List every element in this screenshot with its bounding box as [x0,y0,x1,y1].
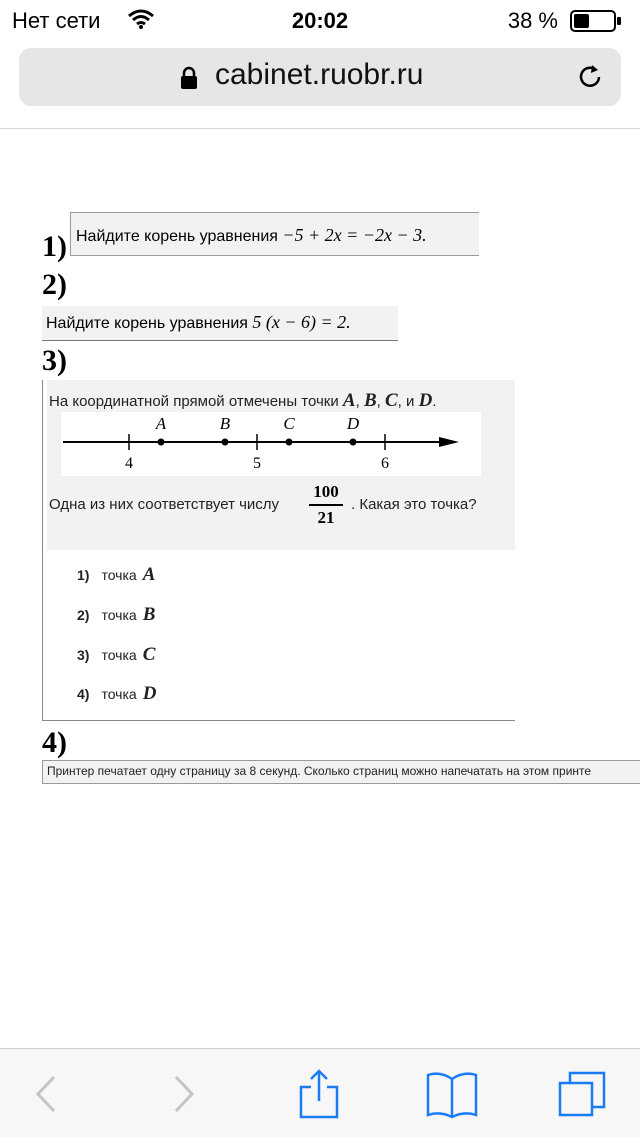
tabs-icon[interactable] [556,1069,612,1119]
carrier-label: Нет сети [12,8,101,33]
question-2-text: Найдите корень уравнения [46,315,248,332]
status-bar [0,0,640,40]
answer-option-1[interactable] [77,564,155,586]
point-b-label: B [363,390,377,411]
question-2 [42,306,398,341]
divider [0,128,640,129]
reload-icon[interactable] [575,62,605,92]
question-4-text: Принтер печатает одну страницу за 8 секунд. Сколько страниц можно напечатать на этом принте [47,764,592,778]
share-icon[interactable] [291,1069,347,1119]
fraction [309,482,343,528]
separator: , [355,393,360,410]
question-3-text: На координатной прямой отмечены точки [49,393,339,410]
point-d [350,439,357,446]
answer-option-4[interactable] [77,683,156,705]
lock-icon [179,66,199,90]
point-c-label: C [384,390,398,411]
battery-icon [570,10,622,32]
fraction-denominator: 21 [317,507,335,527]
forward-icon[interactable] [156,1069,212,1119]
tick-label-4: 4 [125,455,133,472]
question-1-equation: −5 + 2x = −2x − 3. [282,225,427,245]
answer-point: C [142,644,156,665]
question-2-number: 2) [42,268,67,301]
question-3-number-text: Одна из них соответствует числу [49,496,280,513]
axis-arrow [439,437,459,447]
answer-label: точка [101,686,137,702]
browser-toolbar [0,1048,640,1137]
point-a-text: A [155,414,167,433]
answer-number: 1) [77,567,90,583]
question-3 [42,380,515,721]
answer-label: точка [101,567,137,583]
number-line [61,412,481,476]
question-3-ask: . Какая это точка? [351,496,477,513]
point-c [286,439,293,446]
clock: 20:02 [291,8,349,33]
point-a [158,439,165,446]
answer-label: точка [101,647,137,663]
point-a-label: A [342,390,356,411]
answer-number: 2) [77,607,90,623]
bookmarks-icon[interactable] [424,1069,480,1119]
question-1 [70,212,479,256]
fraction-bar [309,504,343,506]
answer-point: B [142,604,156,625]
question-4 [42,760,640,784]
point-c-text: C [283,414,295,433]
question-4-number: 4) [42,726,67,759]
sentence-end: . [432,393,437,410]
fraction-numerator: 100 [313,482,339,501]
battery-percent: 38 % [507,8,558,33]
url-text[interactable]: cabinet.ruobr.ru [215,58,424,91]
point-d-label: D [418,390,433,411]
question-1-number: 1) [42,230,67,263]
answer-label: точка [101,607,137,623]
point-b-text: B [219,414,231,433]
separator: , и [397,393,415,410]
separator: , [376,393,381,410]
back-icon[interactable] [22,1069,78,1119]
question-3-prompt [47,380,515,550]
question-2-equation: 5 (x − 6) = 2. [252,312,351,332]
question-3-number: 3) [42,344,67,377]
answer-number: 4) [77,686,90,702]
question-1-text: Найдите корень уравнения [76,228,278,245]
point-d-text: D [346,414,360,433]
tick-label-6: 6 [381,455,389,472]
answer-point: D [142,683,157,704]
answer-option-2[interactable] [77,604,155,626]
address-bar[interactable] [19,48,621,106]
answer-option-3[interactable] [77,644,155,666]
answer-number: 3) [77,647,90,663]
answer-point: A [142,564,156,585]
tick-label-5: 5 [253,455,261,472]
point-b [222,439,229,446]
